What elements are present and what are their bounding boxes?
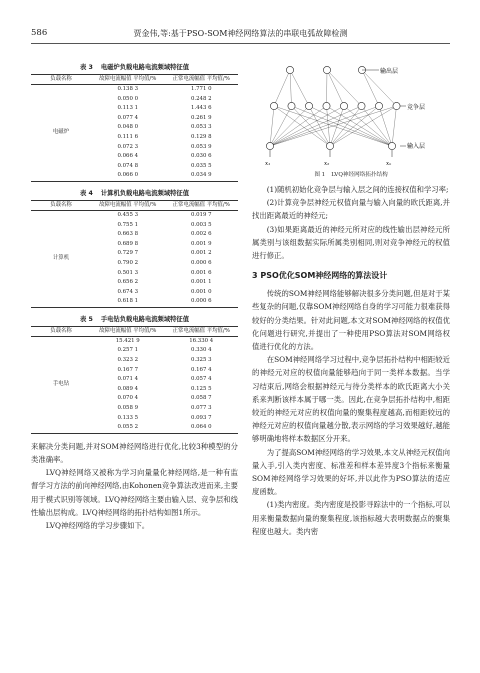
network-connection	[362, 70, 379, 106]
lvq-network-diagram	[252, 62, 450, 170]
fault-value-cell: 0.167 7	[117, 366, 139, 373]
normal-value-cell: 0.001 6	[190, 269, 212, 276]
fault-value-cell: 0.790 2	[117, 259, 139, 266]
normal-value-cell: 0.077 3	[190, 405, 212, 412]
table	[31, 326, 238, 434]
normal-value-cell: 0.000 6	[190, 259, 212, 266]
column-header: 故障电流幅值 平均值/%	[99, 201, 157, 208]
network-connection	[344, 106, 392, 146]
table-number: 表 4	[79, 189, 93, 197]
normal-value-cell: 0.001 9	[190, 240, 212, 247]
paragraph: LVQ神经网络又被称为学习向量量化神经网络,是一种有监督学习方法的前向神经网络,由Kohonen竞争算法改进而来,主要用于模式识别等领域。LVQ神经网络主要由输入层、竞争层和线性输出层构成。LVQ神经网络的拓扑结构如图1所示。	[31, 468, 238, 517]
input-layer-label: 输入层	[407, 143, 426, 150]
output-layer-label: 输出层	[380, 68, 399, 75]
column-header: 故障电流幅值 平均值/%	[99, 76, 157, 82]
network-connection	[327, 106, 393, 146]
table-row	[31, 85, 238, 95]
fault-value-cell: 0.138 3	[117, 86, 139, 92]
normal-value-cell: 1.443 6	[190, 105, 212, 112]
fault-value-cell: 0.689 8	[117, 240, 139, 247]
fault-value-cell: 0.077 4	[117, 114, 139, 121]
network-connection	[290, 70, 309, 106]
column-header: 正常电流幅值 平均值/%	[172, 327, 230, 334]
right-column	[252, 62, 450, 538]
normal-value-cell: 0.248 2	[190, 95, 212, 102]
output-neuron	[323, 66, 330, 73]
data-table-4	[31, 188, 238, 308]
competitive-neuron	[358, 102, 365, 109]
normal-value-cell: 0.030 6	[190, 153, 212, 160]
table-row	[31, 336, 238, 346]
fault-value-cell: 0.066 4	[117, 153, 139, 160]
lvq-topology-figure	[252, 62, 450, 170]
network-connection	[327, 70, 344, 106]
network-connection	[274, 70, 290, 106]
fault-value-cell: 0.070 4	[117, 395, 139, 402]
figure-number: 图 1	[314, 172, 326, 178]
load-name-cell: 电磁炉	[52, 129, 70, 136]
network-connection	[362, 70, 397, 106]
network-connection	[327, 106, 331, 146]
network-connection	[270, 106, 379, 146]
normal-value-cell: 0.034 9	[190, 172, 212, 179]
fault-value-cell: 0.501 3	[117, 269, 139, 276]
running-title: 贾金伟,等:基于PSO-SOM神经网络算法的串联电弧故障检测	[133, 29, 348, 38]
normal-value-cell: 0.325 3	[190, 357, 212, 364]
fault-value-cell: 0.455 3	[117, 211, 139, 218]
fault-value-cell: 0.055 2	[117, 424, 139, 431]
table-caption	[31, 314, 238, 323]
paragraph: (2)计算竞争层神经元权值向量与输入向量的欧氏距离,并找出距离最近的神经元;	[252, 198, 450, 221]
load-name-cell: 手电钻	[52, 381, 70, 388]
fault-value-cell: 0.050 0	[117, 95, 139, 102]
competitive-neuron	[288, 102, 295, 109]
normal-value-cell: 0.093 7	[190, 414, 212, 421]
fault-value-cell: 0.058 9	[117, 405, 139, 412]
normal-value-cell: 0.001 1	[190, 279, 212, 286]
table-title: 手电钻负载电路电流频域特征值	[100, 315, 190, 323]
table	[31, 200, 238, 308]
left-body-text	[31, 440, 238, 532]
fault-value-cell: 0.089 4	[117, 385, 139, 392]
normal-value-cell: 0.125 5	[190, 385, 212, 392]
normal-value-cell: 0.001 0	[190, 288, 212, 295]
paragraph: LVQ神经网络的学习步骤如下。	[45, 521, 150, 531]
network-connection	[330, 106, 379, 146]
fault-value-cell: 0.755 1	[117, 221, 139, 228]
normal-value-cell: 0.002 6	[190, 231, 212, 238]
fault-value-cell: 0.323 2	[117, 357, 139, 364]
paragraph: 在SOM神经网络学习过程中,竞争层拓扑结构中相距较近的神经元对应的权值向量能够趋向于同一类样本数据。当学习结束后,网络会根据神经元与待分类样本的欧氏距离大小关系来判断该样本属于哪一类。因此,在竞争层拓扑结构中,相距较近的神经元对应的权值向量的聚集程度越高,而相距较远的神经元对应的权值向量越分散,表示网络的学习效果越好,越能够明确地将样本数据区分开来。	[252, 355, 450, 444]
normal-value-cell: 1.771 0	[190, 86, 212, 92]
table-number: 表 3	[79, 64, 93, 71]
normal-value-cell: 0.058 7	[190, 395, 212, 402]
normal-value-cell: 0.000 6	[190, 298, 212, 305]
competitive-neuron	[393, 102, 400, 109]
figure-caption	[252, 170, 450, 178]
input-x2-label: x₂	[324, 161, 330, 167]
table-caption	[31, 188, 238, 197]
data-table-5	[31, 314, 238, 434]
paragraph: (1)随机初始化竞争层与输入层之间的连接权值和学习率;	[266, 185, 449, 194]
fault-value-cell: 0.663 8	[117, 231, 139, 238]
normal-value-cell: 0.167 4	[190, 366, 212, 373]
normal-value-cell: 0.019 7	[190, 211, 212, 218]
fault-value-cell: 0.074 8	[117, 162, 139, 169]
left-column	[31, 62, 238, 532]
column-header: 正常电流幅值 平均值/%	[172, 76, 230, 82]
normal-value-cell: 0.001 2	[190, 250, 212, 257]
fault-value-cell: 0.133 5	[117, 414, 139, 421]
network-connection	[330, 106, 362, 146]
normal-value-cell: 0.053 9	[190, 143, 212, 150]
load-name-cell: 计算机	[52, 255, 70, 262]
network-connection	[270, 106, 327, 146]
competitive-neuron	[270, 102, 277, 109]
tables-container	[31, 62, 238, 434]
input-neuron	[266, 142, 273, 149]
fault-value-cell: 0.257 1	[117, 347, 139, 354]
table-row	[31, 210, 238, 220]
section-heading: 3 PSO优化SOM神经网络的算法设计	[252, 271, 388, 281]
normal-value-cell: 0.261 9	[190, 114, 212, 121]
column-header: 正常电流幅值 平均值/%	[172, 201, 230, 208]
fault-value-cell: 0.618 1	[117, 298, 139, 305]
network-connection	[327, 70, 362, 106]
network-connection	[379, 106, 392, 146]
fault-value-cell: 15.421 9	[115, 337, 140, 344]
fault-value-cell: 0.113 1	[117, 105, 139, 112]
column-header: 故障电流幅值 平均值/%	[99, 327, 157, 334]
fault-value-cell: 0.674 3	[117, 288, 139, 295]
data-table-3	[31, 62, 238, 182]
column-header: 负载名称	[50, 327, 72, 334]
network-connection	[330, 106, 397, 146]
table-caption	[31, 62, 238, 71]
normal-value-cell: 0.057 4	[190, 376, 212, 383]
normal-value-cell: 0.003 5	[190, 221, 212, 228]
network-connection	[270, 106, 274, 146]
right-body-text-bottom	[252, 287, 450, 538]
fault-value-cell: 0.111 6	[117, 133, 139, 140]
page-header	[31, 28, 450, 42]
normal-value-cell: 0.064 0	[190, 424, 212, 431]
competitive-neuron	[340, 102, 347, 109]
column-header: 负载名称	[50, 201, 72, 208]
network-connection	[309, 106, 330, 146]
input-xn-label: xₙ	[386, 161, 392, 167]
competitive-neuron	[375, 102, 382, 109]
normal-value-cell: 0.053 3	[190, 124, 212, 131]
fault-value-cell: 0.071 4	[117, 376, 139, 383]
paragraph: 为了提高SOM神经网络的学习效果,本文从神经元权值向量入手,引入类内密度、标准差和样本差异度3个指标来衡量SOM神经网络学习效果的好坏,并以此作为PSO算法的适应度函数。	[252, 447, 450, 497]
paragraph: (1)类内密度。类内密度是投影寻踪法中的一个指标,可以用来衡量数据向量的聚集程度,该指标越大表明数据点的聚集程度也越大。类内密	[252, 500, 450, 536]
competitive-layer-label: 竞争层	[407, 104, 426, 111]
normal-value-cell: 0.035 5	[190, 162, 212, 169]
competitive-neuron	[323, 102, 330, 109]
normal-value-cell: 0.129 8	[190, 133, 212, 140]
table-title: 计算机负载电路电流频域特征值	[100, 189, 190, 197]
right-body-text-top	[252, 183, 450, 262]
network-connection	[290, 70, 292, 106]
network-connection	[270, 106, 292, 146]
paragraph: 来解决分类问题,并对SOM神经网络进行优化,比较3种模型的分类准确率。	[31, 441, 238, 465]
network-connection	[327, 70, 328, 106]
network-connection	[270, 106, 362, 146]
paragraph: (3)如果距离最近的神经元所对应的线性输出层神经元所属类别与该组数据实际所属类别相同,则对竞争神经元的权值进行修正。	[252, 224, 450, 261]
fault-value-cell: 0.066 0	[117, 172, 139, 179]
input-neuron	[388, 142, 395, 149]
network-connection	[392, 106, 397, 146]
normal-value-cell: 16.330 4	[189, 337, 214, 344]
output-neuron	[286, 66, 293, 73]
table	[31, 74, 238, 182]
paragraph: 传统的SOM神经网络能够解决很多分类问题,但是对于某些复杂的问题,仅靠SOM神经网络自身的学习可能力很难获得较好的分类结果。针对此问题,本文对SOM神经网络的权值优化问题进行研究,并提出了一种使用PSO算法对SOM网络权值进行优化的方法。	[252, 289, 450, 352]
table-title: 电磁炉负载电路电流频域特征值	[100, 64, 190, 71]
header-rule	[31, 43, 450, 44]
fault-value-cell: 0.729 7	[117, 250, 139, 257]
figure-caption-text: LVQ神经网络拓扑结构	[331, 172, 388, 178]
fault-value-cell: 0.656 2	[117, 279, 139, 286]
table-number: 表 5	[79, 315, 93, 323]
input-x1-label: x₁	[265, 161, 271, 167]
column-header: 负载名称	[50, 76, 72, 82]
fault-value-cell: 0.048 0	[117, 124, 139, 131]
network-connection	[270, 106, 309, 146]
competitive-neuron	[305, 102, 312, 109]
page-number: 586	[31, 28, 48, 38]
normal-value-cell: 0.330 4	[190, 347, 212, 354]
fault-value-cell: 0.072 3	[117, 143, 139, 150]
input-neuron	[326, 142, 333, 149]
